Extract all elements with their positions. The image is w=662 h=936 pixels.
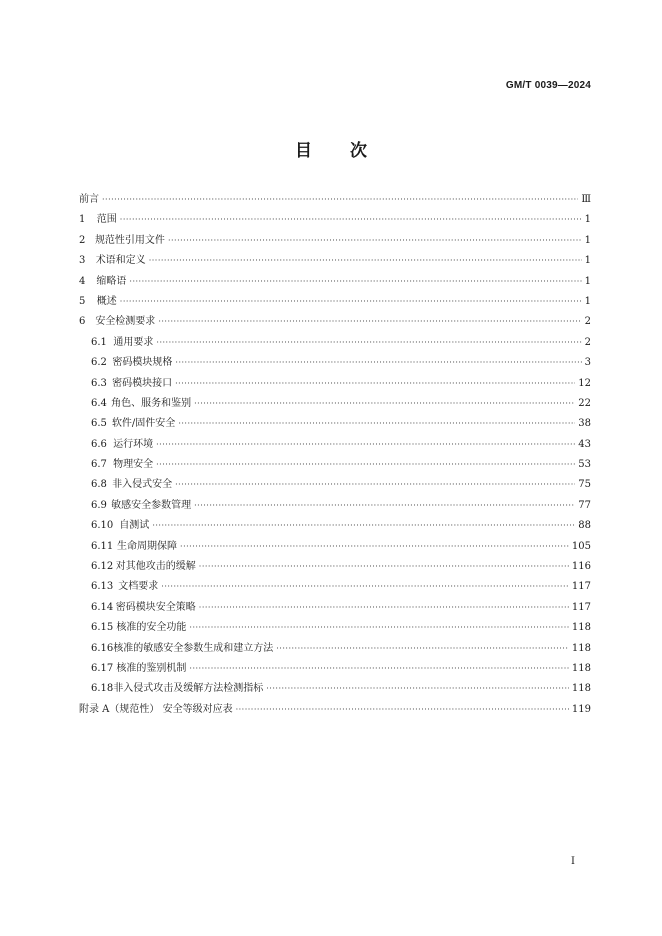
toc-entry-label: 文档要求 [118,581,159,593]
toc-entry[interactable] [79,475,591,495]
toc-entry-page: 119 [571,703,591,715]
toc-entry-label: 核准的安全功能 [116,622,187,634]
title-char-2: 次 [350,141,367,161]
toc-entry-label: 概述 [96,295,117,307]
toc-entry[interactable] [79,496,591,516]
toc-entry[interactable] [79,516,591,536]
toc-entry[interactable] [79,251,591,271]
toc-entry[interactable] [79,598,591,618]
toc-entry-label: 密码模块安全策略 [115,601,196,613]
toc-entry[interactable] [79,639,591,659]
toc-entry-number: 4 [79,275,86,287]
toc-entry[interactable] [79,333,591,353]
toc-leader-dots [236,705,569,714]
toc-entry-page: 43 [578,438,591,450]
toc-entry-page: 105 [571,540,591,552]
toc-leader-dots [199,562,569,571]
toc-leader-dots [168,236,582,245]
toc-entry-label: 生命周期保障 [117,540,178,552]
toc-entry[interactable] [79,679,591,699]
toc-entry[interactable] [79,272,591,292]
toc-entry-number: 6.7 [91,459,107,471]
toc-entry-page: 117 [571,581,591,593]
toc-leader-dots [194,399,575,408]
toc-entry-number: 6.11 [91,540,114,552]
toc-entry[interactable] [79,353,591,373]
toc-entry-label: 术语和定义 [95,255,146,267]
toc-leader-dots [276,644,569,653]
toc-leader-dots [158,317,581,326]
toc-entry-page: 118 [571,683,591,695]
toc-entry-number: 1 [79,214,86,226]
toc-entry-page: 1 [584,234,591,246]
toc-entry-label: 核准的鉴别机制 [116,662,187,674]
toc-leader-dots [189,664,569,673]
toc-entry[interactable] [79,210,591,230]
toc-entry-label: 非入侵式安全 [112,479,173,491]
toc-entry-label: 前言 [79,194,99,205]
toc-entry-number: 6.12 [91,561,114,573]
toc-entry-number: 6.4 [91,397,107,409]
toc-leader-dots [129,277,581,286]
toc-entry-label: 角色、服务和鉴别 [111,397,192,409]
toc-leader-dots [161,582,569,591]
toc-leader-dots [156,338,581,347]
toc-leader-dots [149,256,582,265]
toc-entry-number: 6.2 [91,357,107,369]
toc-entry-label: 通用要求 [113,336,154,348]
toc-entry-label: 密码模块接口 [112,377,173,389]
toc-entry[interactable] [79,374,591,394]
toc-entry-label: 对其他攻击的缓解 [115,561,196,573]
toc-entry[interactable] [79,577,591,597]
toc-leader-dots [178,419,575,428]
toc-entry-page: 118 [571,642,591,654]
toc-entry-page: 38 [578,418,591,430]
toc-entry-number: 6.1 [91,336,107,348]
toc-entry-page: 22 [578,397,591,409]
page-number: I [571,856,575,867]
toc-entry-page: Ⅲ [581,194,591,205]
toc-entry-page: 88 [578,520,591,532]
toc-entry-page: 118 [571,662,591,674]
toc-entry-page: 75 [578,479,591,491]
toc-entry-label: 物理安全 [113,459,154,471]
toc-entry-label: 规范性引用文件 [94,234,165,246]
toc-entry[interactable] [79,455,591,475]
toc-entry-label: 自测试 [119,520,150,532]
toc-entry-number: 6.16 [91,642,114,654]
toc-leader-dots [189,623,569,632]
toc-leader-dots [199,603,569,612]
title-char-1: 目 [295,141,312,161]
toc-entry[interactable] [79,618,591,638]
toc-entry-page: 3 [584,357,591,369]
toc-entry[interactable] [79,292,591,312]
toc-entry-label: 缩略语 [96,275,127,287]
toc-leader-dots [266,684,569,693]
toc-leader-dots [102,195,578,204]
toc-entry-number: 6.17 [91,662,114,674]
toc-entry[interactable] [79,557,591,577]
toc-entry-page: 1 [584,275,591,287]
toc-leader-dots [175,379,575,388]
toc-entry-number: 6.8 [91,479,107,491]
toc-entry-page: 1 [584,255,591,267]
page-title [0,136,662,161]
toc-entry[interactable] [79,435,591,455]
toc-entry[interactable] [79,312,591,332]
toc-entry-label: 软件/固件安全 [111,418,176,430]
toc-leader-dots [156,460,575,469]
toc-entry-page: 53 [578,459,591,471]
toc-entry[interactable] [79,231,591,251]
toc-entry-page: 1 [584,214,591,226]
toc-entry-page: 2 [584,336,591,348]
toc-entry[interactable] [79,190,591,210]
toc-entry-page: 12 [578,377,591,389]
toc-leader-dots [194,501,575,510]
toc-leader-dots [120,215,582,224]
toc-entry-page: 117 [571,601,591,613]
toc-entry-label: 运行环境 [113,438,154,450]
toc-entry-number: 6.14 [91,601,114,613]
toc-entry-number: 6.6 [91,438,107,450]
toc-entry-number: 6.5 [91,418,107,430]
toc-entry-number: 6 [79,316,86,328]
toc-entry-number: 3 [79,255,86,267]
toc-leader-dots [152,521,575,530]
toc-entry-number: 6.13 [91,581,114,593]
toc-entry-number: 6.9 [91,499,107,511]
toc-entry-page: 118 [571,622,591,634]
toc-leader-dots [175,358,581,367]
toc-leader-dots [175,480,575,489]
toc-entry-page: 1 [584,295,591,307]
toc-entry-label: 安全检测要求 [95,316,156,328]
toc-entry-number: 6.10 [91,520,114,532]
standard-code: GM/T 0039—2024 [505,80,591,91]
toc-leader-dots [180,542,569,551]
toc-entry-number: 6.15 [91,622,114,634]
toc-entry-number: 5 [79,295,86,307]
toc-leader-dots [120,297,582,306]
toc-entry[interactable] [79,414,591,434]
table-of-contents [79,190,591,720]
toc-entry-page: 2 [584,316,591,328]
toc-entry-label: 附录 A（规范性） 安全等级对应表 [79,703,233,715]
toc-entry-label: 非入侵式攻击及缓解方法检测指标 [113,683,264,695]
toc-entry-number: 6.3 [91,377,107,389]
toc-entry-label: 敏感安全参数管理 [111,499,192,511]
toc-entry[interactable] [79,394,591,414]
toc-entry-page: 77 [578,499,591,511]
toc-entry-page: 116 [571,561,591,573]
toc-entry-label: 密码模块规格 [112,357,173,369]
toc-entry[interactable] [79,700,591,720]
toc-entry-label: 核准的敏感安全参数生成和建立方法 [113,642,274,654]
toc-entry-number: 2 [79,234,86,246]
toc-entry[interactable] [79,659,591,679]
toc-entry-number: 6.18 [91,683,114,695]
toc-entry[interactable] [79,537,591,557]
toc-leader-dots [156,440,575,449]
toc-entry-label: 范围 [96,214,117,226]
